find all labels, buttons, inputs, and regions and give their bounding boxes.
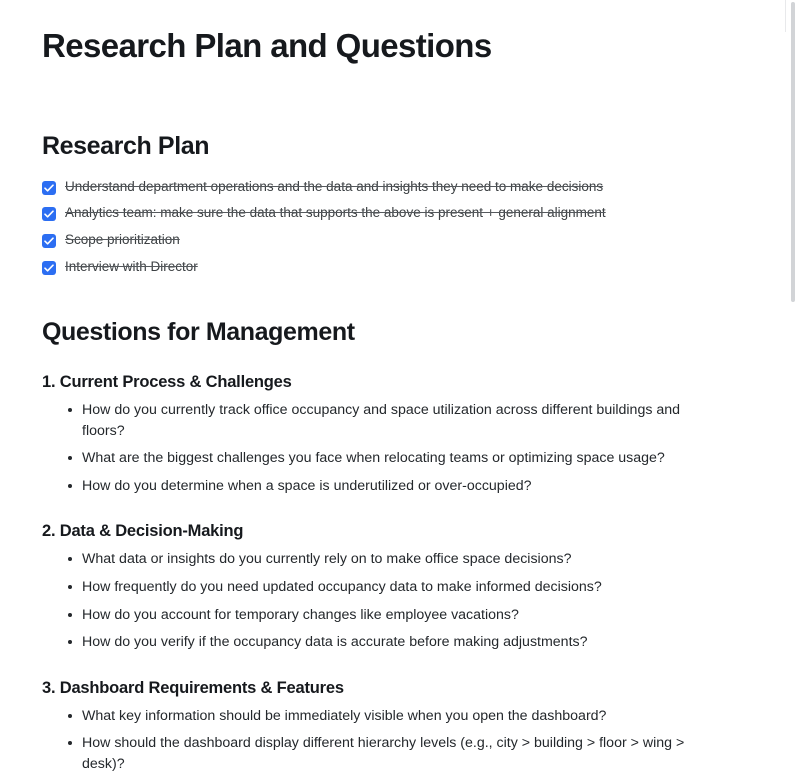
list-item[interactable] bbox=[42, 232, 756, 249]
list-item: How do you determine when a space is underutilized or over-occupied? bbox=[68, 476, 693, 497]
checklist-item-label: Scope prioritization bbox=[65, 232, 180, 248]
question-list-3 bbox=[42, 706, 756, 775]
divider bbox=[785, 0, 786, 32]
list-item: What are the biggest challenges you face when relocating teams or optimizing space usage? bbox=[68, 448, 693, 469]
question-list-2 bbox=[42, 549, 756, 652]
questions-heading: Questions for Management bbox=[42, 318, 355, 347]
list-item[interactable] bbox=[42, 259, 756, 276]
research-plan-heading: Research Plan bbox=[42, 131, 210, 160]
list-item[interactable] bbox=[42, 179, 756, 196]
question-group-title-1: 1. Current Process & Challenges bbox=[42, 373, 292, 392]
vertical-scrollbar[interactable] bbox=[790, 0, 796, 771]
list-item: How should the dashboard display different hierarchy levels (e.g., city > building > floor > wing > desk)? bbox=[68, 733, 693, 774]
checklist-item-label: Interview with Director bbox=[65, 259, 198, 275]
question-list-1 bbox=[42, 400, 756, 496]
checklist-item-label: Understand department operations and the data and insights they need to make decisions bbox=[65, 178, 604, 194]
question-group-title-2: 2. Data & Decision-Making bbox=[42, 522, 244, 541]
checkbox-checked-icon[interactable] bbox=[42, 207, 56, 221]
research-plan-checklist bbox=[42, 179, 756, 277]
list-item: How frequently do you need updated occupancy data to make informed decisions? bbox=[68, 577, 693, 598]
checklist-item-label: Analytics team: make sure the data that supports the above is present + general alignment bbox=[65, 205, 606, 221]
checkbox-checked-icon[interactable] bbox=[42, 181, 56, 195]
page-title: Research Plan and Questions bbox=[42, 27, 492, 64]
list-item: What data or insights do you currently rely on to make office space decisions? bbox=[68, 549, 693, 570]
list-item: How do you account for temporary changes like employee vacations? bbox=[68, 605, 693, 626]
checkbox-checked-icon[interactable] bbox=[42, 261, 56, 275]
list-item: What key information should be immediately visible when you open the dashboard? bbox=[68, 706, 693, 727]
list-item: How do you currently track office occupancy and space utilization across different buildings and floors? bbox=[68, 400, 693, 441]
list-item[interactable] bbox=[42, 205, 756, 222]
checkbox-checked-icon[interactable] bbox=[42, 234, 56, 248]
scrollbar-thumb[interactable] bbox=[791, 2, 795, 302]
list-item: How do you verify if the occupancy data is accurate before making adjustments? bbox=[68, 632, 693, 653]
question-group-title-3: 3. Dashboard Requirements & Features bbox=[42, 678, 344, 697]
